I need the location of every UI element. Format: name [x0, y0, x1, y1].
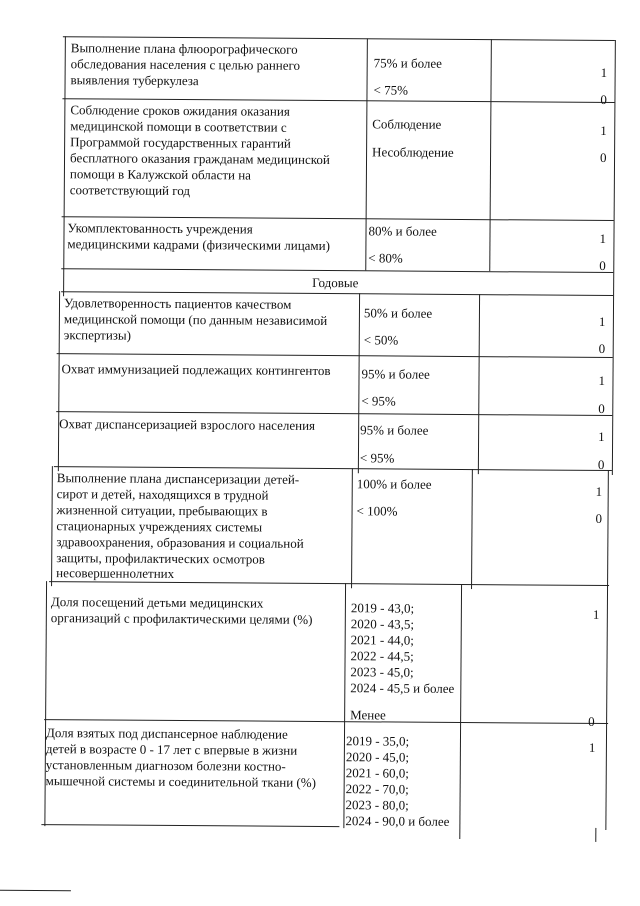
threshold-value: 50% и более — [363, 305, 433, 321]
threshold-value: 75% и более — [373, 55, 443, 71]
criterion-line: Выполнение плана флюорографического — [70, 40, 298, 57]
threshold-value: < 95% — [361, 393, 396, 409]
threshold-value: < 100% — [356, 503, 398, 519]
threshold-value: < 75% — [373, 82, 408, 98]
criterion-line: Охват диспансеризацией взрослого населения — [59, 416, 316, 433]
score-value: 0 — [599, 257, 606, 273]
threshold-value: 2024 - 90,0 и более — [345, 813, 450, 829]
threshold-value: 95% и более — [361, 366, 430, 382]
score-value: 0 — [599, 149, 607, 165]
score-value: 1 — [592, 606, 600, 622]
table-line — [57, 353, 613, 358]
section-title: Годовые — [312, 274, 359, 291]
table-line — [489, 39, 492, 271]
threshold-value: 2021 - 44,0; — [350, 632, 414, 648]
score-value: 1 — [598, 428, 605, 444]
criterion-line: установленным диагнозом болезни костно- — [45, 757, 286, 774]
table-line — [41, 824, 339, 827]
table-line — [358, 293, 360, 473]
criterion-line: Удовлетворенность пациентов качеством — [63, 295, 292, 312]
criterion-line: Доля посещений детьми медицинских — [50, 594, 264, 611]
table-line — [58, 291, 60, 471]
criterion-line: Укомплектованность учреждения — [67, 220, 253, 237]
criterion-line: мышечной системы и соединительной ткани (%) — [45, 773, 316, 790]
criterion-line: сирот и детей, находящихся в трудной — [56, 486, 269, 503]
criterion-line: Выполнение плана диспансеризации детей- — [56, 470, 300, 487]
threshold-value: 2021 - 60,0; — [345, 765, 410, 781]
score-value: 1 — [600, 122, 607, 138]
criterion-line: стационарных учреждениях системы — [56, 518, 263, 535]
score-value: 0 — [597, 456, 605, 472]
threshold-value: 2019 - 43,0; — [350, 600, 415, 616]
criterion-line: медицинскими кадрами (физическими лицами) — [67, 236, 331, 254]
criterion-line: детей в возрасте 0 - 17 лет с впервые в жизни — [45, 741, 298, 758]
table-line — [56, 411, 612, 416]
table-line — [51, 466, 53, 586]
footnote-separator — [0, 890, 71, 892]
score-value: 0 — [598, 400, 605, 416]
score-value: 0 — [600, 91, 608, 107]
criterion-line: выявления туберкулеза — [70, 72, 199, 89]
table-line — [365, 38, 368, 270]
threshold-value: 2020 - 45,0; — [345, 749, 410, 765]
threshold-value: < 80% — [368, 250, 403, 266]
criterion-line: соответствующий год — [69, 182, 191, 199]
threshold-value: 2022 - 70,0; — [345, 781, 409, 797]
score-value: 1 — [600, 64, 608, 80]
score-value: 0 — [595, 510, 603, 526]
threshold-value: 2022 - 44,5; — [350, 648, 414, 664]
threshold-value: 95% и более — [360, 422, 429, 438]
score-value: 1 — [598, 372, 606, 388]
score-value: 1 — [599, 230, 607, 246]
score-value: 0 — [588, 713, 595, 729]
criterion-line: жизненной ситуации, пребывающих в — [56, 502, 268, 519]
threshold-value: Менее — [350, 707, 386, 723]
table-line — [459, 584, 462, 839]
criterion-line: Соблюдение сроков ожидания оказания — [70, 102, 290, 119]
table-line — [471, 469, 473, 589]
criterion-line: медицинской помощи (по данным независимой — [63, 311, 328, 329]
table-line — [595, 828, 596, 842]
criterion-line: Программой государственных гарантий — [70, 134, 291, 151]
threshold-value: Соблюдение — [372, 116, 442, 132]
criterion-line: бесплатного оказания гражданам медицинской — [69, 150, 330, 168]
score-value: 0 — [598, 340, 606, 356]
criterion-line: экспертизы) — [63, 327, 132, 343]
criterion-line: организаций с профилактическими целями (%) — [50, 610, 313, 627]
table-line — [351, 468, 353, 588]
criterion-line: Охват иммунизацией подлежащих контингентов — [61, 361, 331, 379]
threshold-value: 2024 - 45,5 и более — [350, 680, 455, 696]
score-value: 1 — [595, 483, 603, 499]
table-line — [612, 40, 616, 475]
criterion-line: Доля взятых под диспансерное наблюдение — [45, 725, 288, 742]
table-line — [61, 268, 613, 273]
criterion-line: несовершеннолетних — [56, 565, 175, 581]
table-line — [605, 470, 609, 830]
threshold-value: 2019 - 35,0; — [345, 733, 410, 749]
criterion-line: обследования населения с целью раннего — [70, 56, 301, 73]
table-line — [63, 36, 66, 296]
threshold-value: < 95% — [359, 450, 395, 466]
table-line — [44, 581, 47, 826]
table-line — [49, 581, 609, 586]
threshold-value: 100% и более — [356, 476, 432, 492]
criterion-line: помощи в Калужской области на — [69, 166, 252, 183]
score-value: 1 — [588, 739, 596, 755]
threshold-value: < 50% — [363, 332, 399, 348]
table-line — [44, 719, 608, 724]
threshold-value: 2023 - 80,0; — [345, 797, 409, 813]
criterion-line: медицинской помощи в соответствии с — [70, 118, 287, 135]
table-line — [478, 294, 480, 474]
threshold-value: Несоблюдение — [372, 144, 454, 160]
threshold-value: 2023 - 45,0; — [350, 664, 414, 680]
score-value: 1 — [598, 313, 606, 329]
threshold-value: 80% и более — [368, 223, 437, 239]
criterion-line: защиты, профилактических осмотров — [56, 550, 266, 567]
threshold-value: 2020 - 43,5; — [350, 616, 415, 632]
criterion-line: здравоохранения, образования и социальной — [56, 534, 304, 551]
